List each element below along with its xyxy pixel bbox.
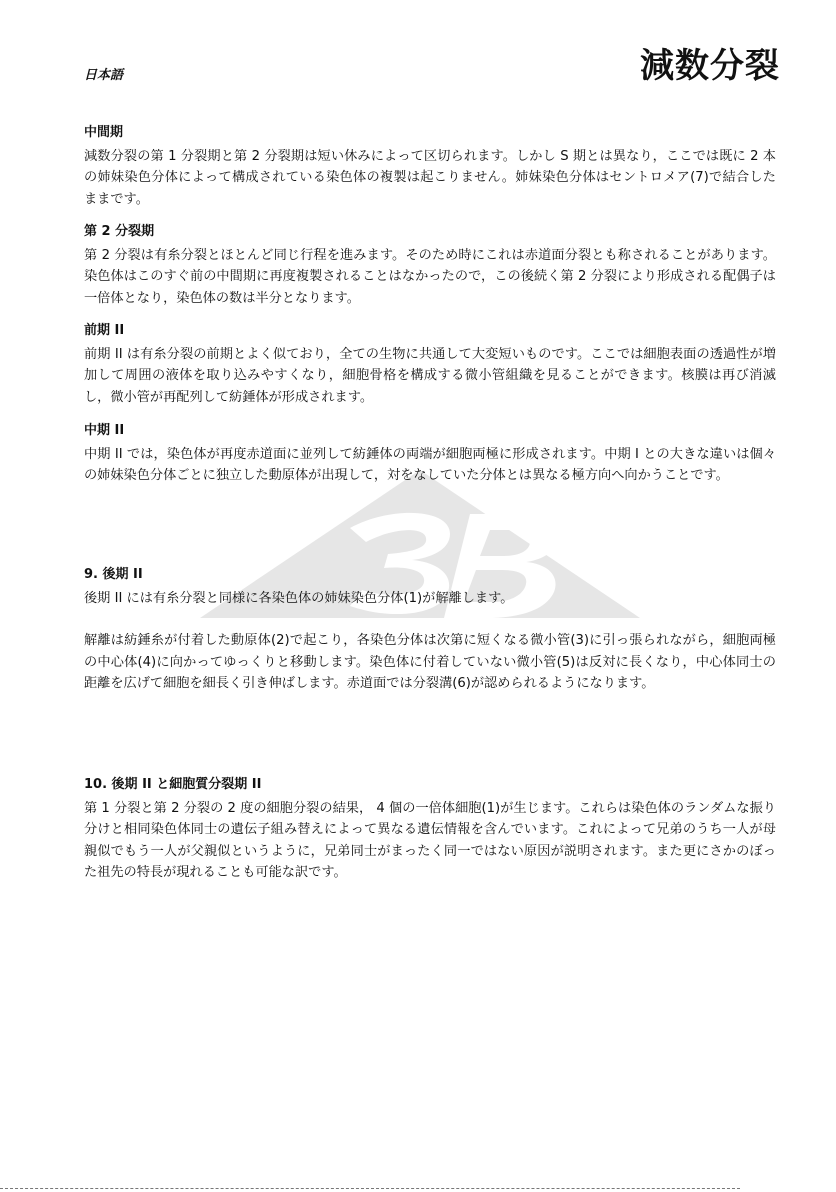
section-paragraph: 減数分裂の第 1 分裂期と第 2 分裂期は短い休みによって区切られます。しかし S 期とは異なり，ここでは既に 2 本の姉妹染色分体によって構成されている染色体の複製は起こりません。姉妹染色分体はセントロメア(7)で結合したままです。	[84, 149, 776, 207]
section-paragraph: 後期 II には有糸分裂と同様に各染色体の姉妹染色分体(1)が解離します。	[84, 591, 514, 606]
section-meiosis-ii	[84, 223, 776, 309]
section-paragraph: 中期 II では，染色体が再度赤道面に並列して紡錘体の両端が細胞両極に形成されます。中期 I との大きな違いは個々の姉妹染色分体ごとに独立した動原体が出現して，対をなしていた分体とは異なる極方向へ向かうことです。	[84, 447, 776, 484]
section-heading: 第 2 分裂期	[84, 224, 155, 239]
section-metaphase-ii	[84, 422, 776, 487]
section-heading: 前期 II	[84, 323, 125, 338]
section-paragraph: 前期 II は有糸分裂の前期とよく似ており，全ての生物に共通して大変短いものです。ここでは細胞表面の透過性が増加して周囲の液体を取り込みやすくなり，細胞骨格を構成する微小管組織を見ることができます。核膜は再び消滅し，微小管が再配列して紡錘体が形成されます。	[84, 347, 776, 405]
language-label: 日本語	[84, 68, 124, 83]
section-heading: 中間期	[84, 125, 124, 140]
document-title: 減数分裂	[640, 46, 780, 86]
section-paragraph: 解離は紡錘糸が付着した動原体(2)で起こり，各染色分体は次第に短くなる微小管(3)に引っ張られながら，細胞両極の中心体(4)に向かってゆっくりと移動します。染色体に付着していない微小管(5)は反対に長くなり，中心体同士の距離を広げて細胞を細長く引き伸ばします。赤道面では分裂溝(6)が認められるようになります。	[84, 633, 776, 691]
section-telophase-ii	[84, 776, 776, 883]
section-heading: 10. 後期 II と細胞質分裂期 II	[84, 777, 262, 792]
footer-divider	[0, 1188, 740, 1189]
section-anaphase-ii	[84, 566, 776, 694]
section-paragraph: 第 1 分裂と第 2 分裂の 2 度の細胞分裂の結果， 4 個の一倍体細胞(1)が生じます。これらは染色体のランダムな振り分けと相同染色体同士の遺伝子組み替えによって異なる遺伝情報を含んでいます。これによって兄弟のうち一人が母親似でもう一人が父親似というように，兄弟同士がまったく同一ではない原因が説明されます。また更にさかのぼった祖先の特長が現れることも可能な訳です。	[84, 801, 776, 880]
section-heading: 9. 後期 II	[84, 567, 143, 582]
section-paragraph: 第 2 分裂は有糸分裂とほとんど同じ行程を進みます。そのため時にこれは赤道面分裂とも称されることがあります。染色体はこのすぐ前の中間期に再度複製されることはなかったので，この後続く第 2 分裂により形成される配偶子は一倍体となり，染色体の数は半分となります。	[84, 248, 776, 306]
section-heading: 中期 II	[84, 423, 125, 438]
section-interphase	[84, 124, 776, 210]
section-prophase-ii	[84, 322, 776, 408]
